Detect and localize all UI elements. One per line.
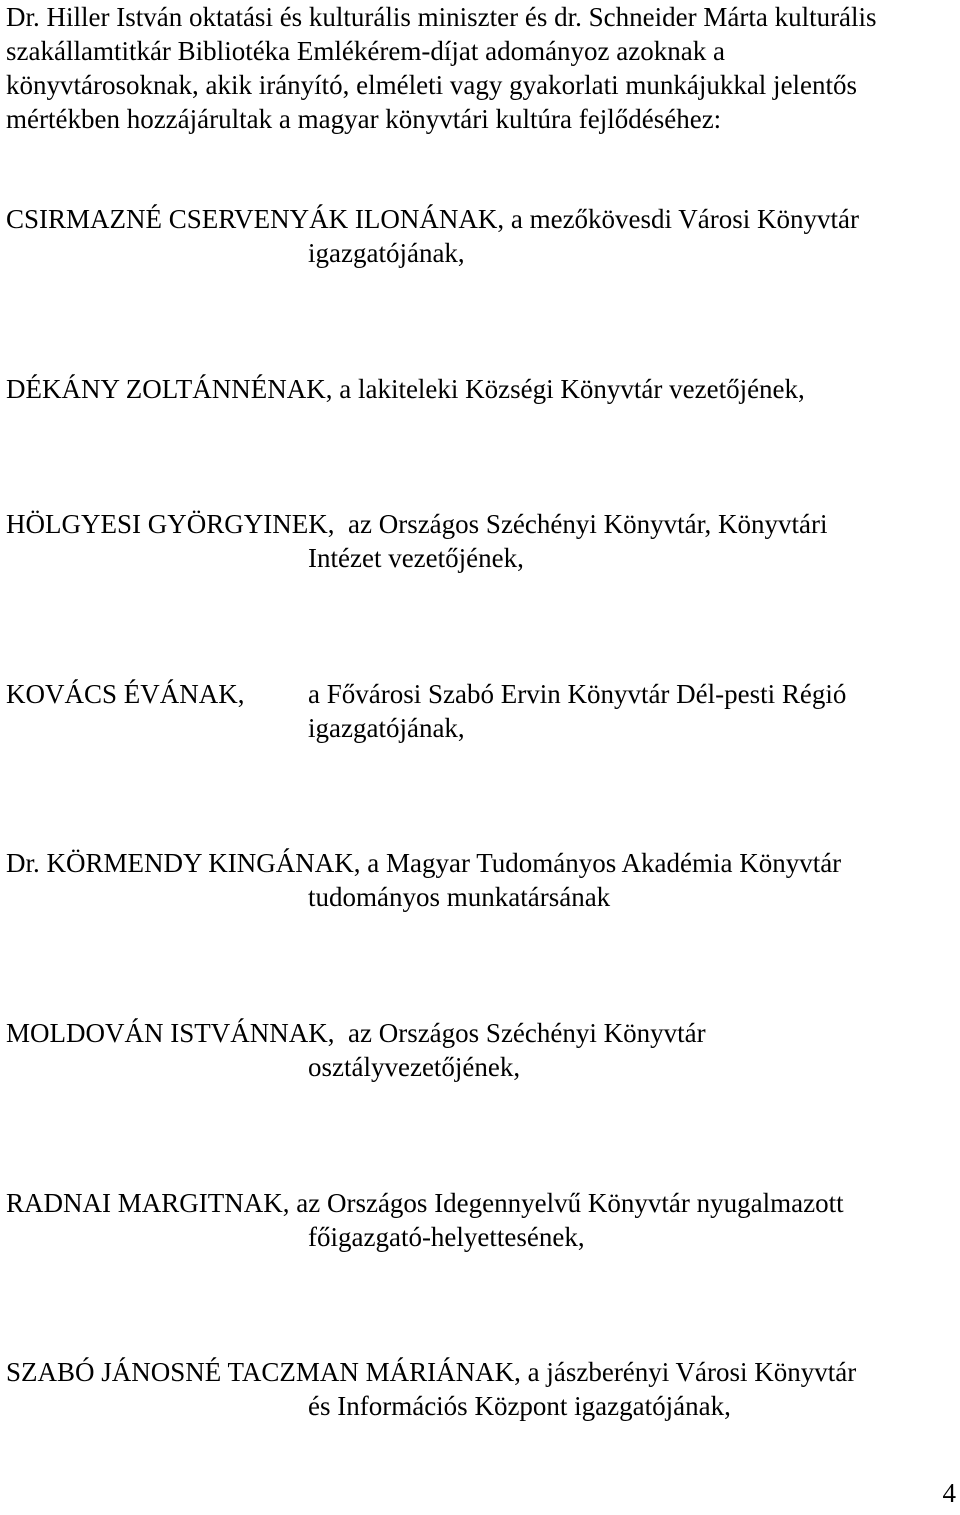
awardee-entry — [6, 372, 956, 406]
page-number: 4 — [942, 1478, 956, 1508]
awardee-first-line — [6, 677, 956, 711]
awardee-affiliation: a lakiteleki Községi Könyvtár vezetőjének, — [339, 374, 805, 404]
awardee-first-line — [6, 1355, 956, 1389]
intro-line: mértékben hozzájárultak a magyar könyvtári kultúra fejlődéséhez: — [6, 104, 722, 134]
awardee-affiliation-continued: igazgatójának, — [308, 238, 465, 268]
awardee-affiliation-continued: és Információs Központ igazgatójának, — [308, 1391, 731, 1421]
awardee-entry — [6, 202, 956, 270]
awardee-affiliation: a Fővárosi Szabó Ervin Könyvtár Dél-pesti Régió — [308, 679, 847, 709]
awardee-first-line — [6, 507, 956, 541]
awardee-affiliation: a Magyar Tudományos Akadémia Könyvtár — [367, 848, 842, 878]
awardee-name: HÖLGYESI GYÖRGYINEK, — [6, 509, 335, 539]
awardee-entry — [6, 1355, 956, 1423]
awardee-first-line — [6, 372, 956, 406]
intro-line: könyvtárosoknak, akik irányító, elméleti vagy gyakorlati munkájukkal jelentős — [6, 70, 858, 100]
awardee-affiliation-continued: főigazgató-helyettesének, — [308, 1222, 585, 1252]
awardee-affiliation: a jászberényi Városi Könyvtár — [527, 1357, 857, 1387]
intro-line: Dr. Hiller István oktatási és kulturális miniszter és dr. Schneider Márta kulturális — [6, 2, 877, 32]
intro-line: szakállamtitkár Bibliotéka Emlékérem-díjat adományoz azoknak a — [6, 36, 725, 66]
intro-paragraph — [6, 0, 956, 136]
awardee-entry — [6, 1016, 956, 1084]
awardee-name: Dr. KÖRMENDY KINGÁNAK, — [6, 848, 361, 878]
awardee-first-line — [6, 846, 956, 880]
awardee-affiliation: az Országos Széchényi Könyvtár — [347, 1018, 706, 1048]
awardee-first-line — [6, 202, 956, 236]
awardee-entry — [6, 677, 956, 745]
awardee-entry — [6, 507, 956, 575]
awardee-name: CSIRMAZNÉ CSERVENYÁK ILONÁNAK, — [6, 204, 505, 234]
awardee-name: RADNAI MARGITNAK, — [6, 1188, 290, 1218]
awardee-affiliation: a mezőkövesdi Városi Könyvtár — [510, 204, 860, 234]
awardee-affiliation-continued: tudományos munkatársának — [308, 882, 611, 912]
awardee-name: KOVÁCS ÉVÁNAK, — [6, 679, 245, 709]
awardee-affiliation-continued: osztályvezetőjének, — [308, 1052, 521, 1082]
awardee-affiliation: az Országos Széchényi Könyvtár, Könyvtári — [347, 509, 828, 539]
awardee-name: MOLDOVÁN ISTVÁNNAK, — [6, 1018, 335, 1048]
awardee-affiliation: az Országos Idegennyelvű Könyvtár nyugalmazott — [296, 1188, 844, 1218]
awardee-name: SZABÓ JÁNOSNÉ TACZMAN MÁRIÁNAK, — [6, 1357, 521, 1387]
awardee-affiliation-continued: Intézet vezetőjének, — [308, 543, 524, 573]
awardee-affiliation-continued: igazgatójának, — [308, 713, 465, 743]
awardee-name: DÉKÁNY ZOLTÁNNÉNAK, — [6, 374, 333, 404]
awardee-entry — [6, 846, 956, 914]
awardee-first-line — [6, 1016, 956, 1050]
awardee-entry — [6, 1186, 956, 1254]
awardee-first-line — [6, 1186, 956, 1220]
